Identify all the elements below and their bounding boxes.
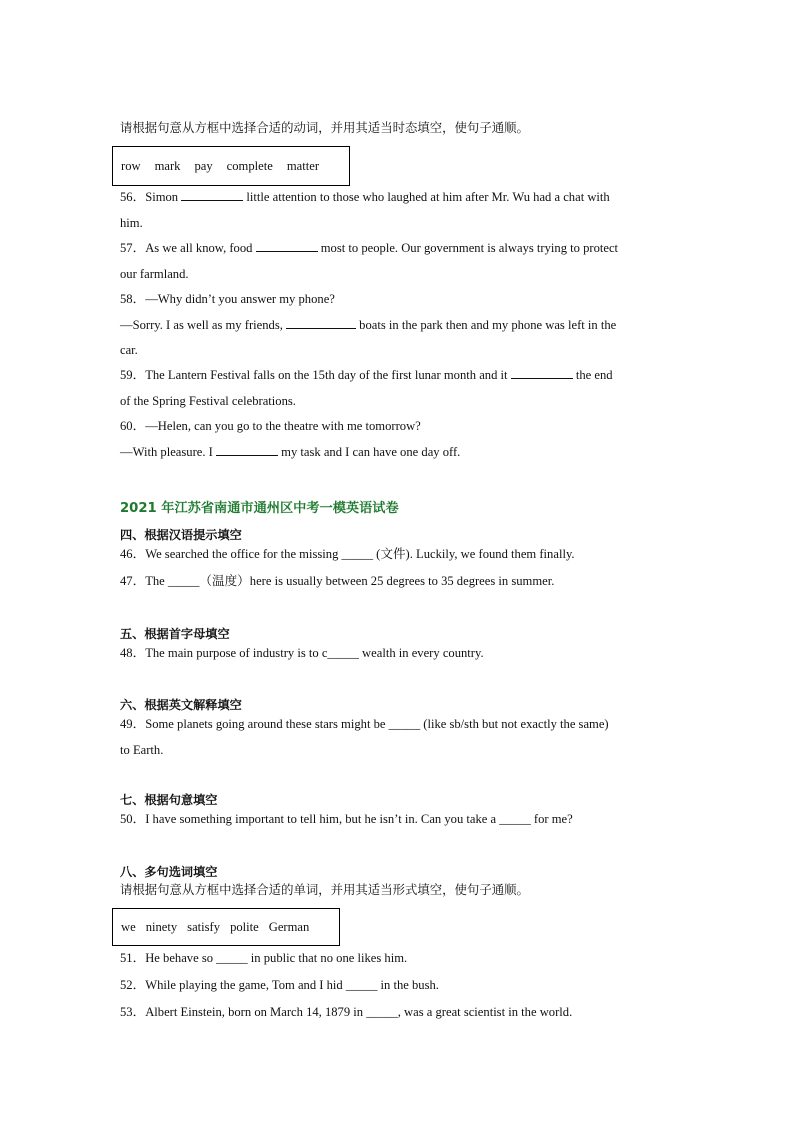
word-option: complete [226,158,273,173]
question-57 [120,240,618,256]
word-option: German [268,919,310,934]
q59-text: 59．The Lantern Festival falls on the 15th day of the first lunar month and it [120,368,511,382]
question-49: 49．Some planets going around these stars might be _____ (like sb/sth but not exactly the same) [120,717,609,731]
question-53: 53．Albert Einstein, born on March 14, 1879 in _____, was a great scientist in the world. [120,1005,573,1019]
q60-text: —With pleasure. I [120,445,217,459]
word-option: we [121,919,136,934]
answer-blank[interactable] [511,367,573,379]
part4-heading: 四、根据汉语提示填空 [120,528,242,542]
question-48: 48．The main purpose of industry is to c_____ wealth in every country. [120,646,484,660]
q59-continuation: of the Spring Festival celebrations. [120,394,296,408]
q58-continuation: car. [120,343,138,357]
question-47: 47．The _____（温度）here is usually between 25 degrees to 35 degrees in summer. [120,574,555,588]
exam-title: 2021 年江苏省南通市通州区中考一模英语试卷 [120,501,399,516]
q58-text: —Sorry. I as well as my friends, [120,318,287,332]
word-option: row [121,158,141,173]
q57-text: 57．As we all know, food [120,241,256,255]
part7-heading: 七、根据句意填空 [120,793,218,807]
word-option: mark [154,158,181,173]
q60-answer-line [120,444,460,460]
q59-text: the end [572,368,613,382]
question-56 [120,189,610,205]
part5-heading: 五、根据首字母填空 [120,627,230,641]
section1-instruction: 请根据句意从方框中选择合适的动词，并用其适当时态填空，使句子通顺。 [120,120,529,135]
word-option: matter [286,158,320,173]
q56-text: 56．Simon [120,190,182,204]
word-box-verbs [112,146,350,186]
answer-blank[interactable] [286,317,356,329]
question-59 [120,367,613,383]
word-option: pay [194,158,213,173]
answer-blank[interactable] [216,444,278,456]
question-52: 52．While playing the game, Tom and I hid _____ in the bush. [120,978,439,992]
q58-answer-line [120,317,616,333]
question-58: 58．—Why didn’t you answer my phone? [120,292,335,306]
q60-text: my task and I can have one day off. [278,445,461,459]
question-50: 50．I have something important to tell him, but he isn’t in. Can you take a _____ for me? [120,812,573,826]
word-option: ninety [145,919,178,934]
part8-instruction: 请根据句意从方框中选择合适的单词，并用其适当形式填空，使句子通顺。 [120,882,529,897]
q56-text: little attention to those who laughed at him after Mr. Wu had a chat with [243,190,610,204]
part6-heading: 六、根据英文解释填空 [120,698,242,712]
q56-continuation: him. [120,216,143,230]
answer-blank[interactable] [181,189,243,201]
question-51: 51．He behave so _____ in public that no one likes him. [120,951,408,965]
part8-heading: 八、多句选词填空 [120,865,218,879]
q57-continuation: our farmland. [120,267,189,281]
word-option: satisfy [187,919,221,934]
word-box-words [112,908,340,946]
word-option: polite [230,919,259,934]
q57-text: most to people. Our government is always trying to protect [317,241,619,255]
q58-text: boats in the park then and my phone was left in the [356,318,617,332]
question-60: 60．—Helen, can you go to the theatre with me tomorrow? [120,419,421,433]
question-46: 46．We searched the office for the missing _____ (文件). Luckily, we found them finally. [120,547,575,561]
q49-continuation: to Earth. [120,743,164,757]
answer-blank[interactable] [256,240,318,252]
